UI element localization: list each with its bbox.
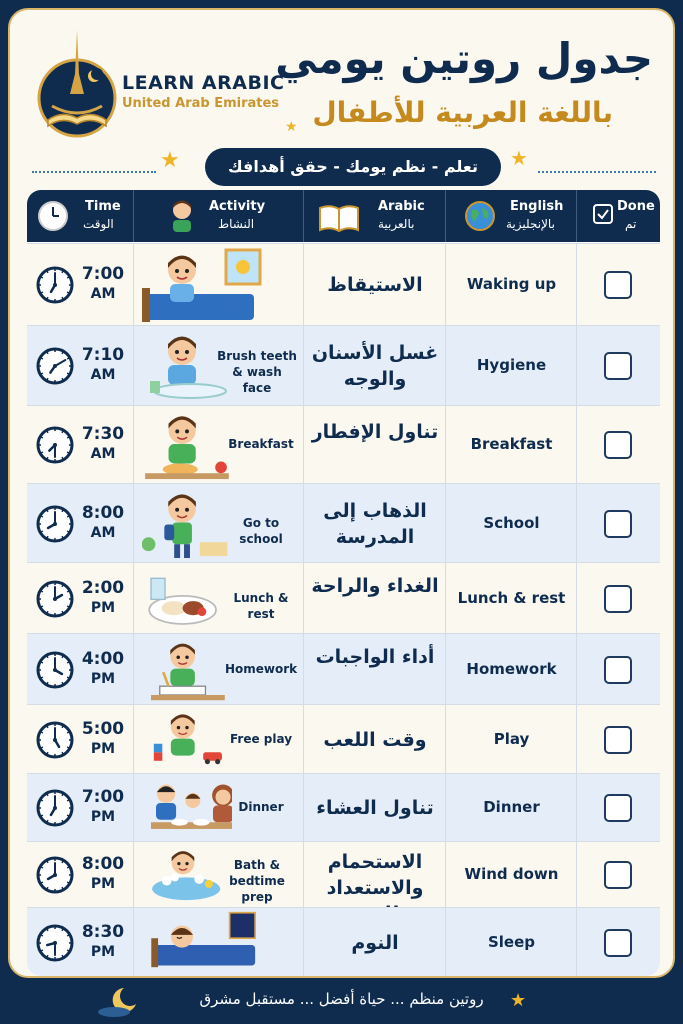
- done-cell: [577, 774, 660, 841]
- brand-name: LEARN ARABIC: [122, 72, 285, 94]
- activity-label: Go to school: [239, 515, 283, 546]
- activity-cell: [134, 244, 304, 325]
- header-activity-ar: النشاط: [218, 217, 255, 231]
- english-cell: [446, 774, 577, 841]
- arabic-text: النوم: [351, 931, 399, 954]
- table-row: [27, 405, 660, 483]
- time-value: 7:10 AM: [81, 345, 125, 383]
- table-row: [27, 907, 660, 976]
- page-subtitle: باللغة العربية للأطفال: [312, 96, 613, 129]
- time-cell: [27, 484, 134, 562]
- time-cell: [27, 842, 134, 907]
- activity-cell: [134, 705, 304, 773]
- done-cell: [577, 244, 660, 325]
- slogan-pill: تعلم - نظم يومك - حقق أهدافك: [205, 148, 501, 186]
- child-icon: [166, 198, 198, 234]
- english-text: School: [483, 513, 540, 532]
- table-row: [27, 243, 660, 325]
- time-value: 4:00 PM: [81, 648, 125, 687]
- header-time-en: Time: [85, 199, 121, 214]
- arabic-text: غسل الأسنان والوجه: [311, 342, 439, 390]
- done-cell: [577, 406, 660, 483]
- activity-label: Bath & bedtime prep: [229, 858, 285, 904]
- header-time-ar: الوقت: [83, 217, 114, 231]
- time-cell: [27, 705, 134, 773]
- star-icon: ★: [510, 990, 527, 1011]
- waking-child-icon: [142, 248, 267, 322]
- activity-label: Breakfast: [228, 437, 294, 451]
- time-value: 8:30 PM: [81, 921, 125, 960]
- header-arabic-en: Arabic: [378, 199, 425, 214]
- divider-left: [32, 171, 156, 173]
- done-cell: [577, 326, 660, 405]
- table-header: [27, 190, 660, 242]
- header-arabic: [304, 190, 446, 242]
- english-text: Hygiene: [476, 356, 547, 374]
- homework-child-icon: [142, 637, 232, 702]
- burj-khalifa-logo: [32, 24, 122, 142]
- done-checkbox[interactable]: [604, 585, 632, 613]
- time-cell: [27, 634, 134, 704]
- arabic-cell: [304, 326, 446, 405]
- arabic-text: الذهاب إلى المدرسة: [323, 499, 427, 548]
- activity-cell: [134, 406, 304, 483]
- activity-cell: [134, 326, 304, 405]
- english-cell: [446, 563, 577, 633]
- done-checkbox[interactable]: [604, 794, 632, 822]
- sleeping-child-icon: [142, 911, 267, 974]
- done-checkbox[interactable]: [604, 431, 632, 459]
- arabic-cell: [304, 484, 446, 562]
- activity-cell: [134, 634, 304, 704]
- activity-cell: [134, 563, 304, 633]
- arabic-text: أداء الواجبات: [315, 645, 435, 668]
- activity-cell: [134, 484, 304, 562]
- time-value: 7:30 AM: [81, 424, 125, 462]
- clock-icon: [36, 505, 74, 543]
- clock-icon: [36, 426, 74, 464]
- arabic-cell: [304, 634, 446, 704]
- header-done: [577, 190, 660, 242]
- english-cell: [446, 484, 577, 562]
- done-checkbox[interactable]: [604, 271, 632, 299]
- arabic-cell: [304, 842, 446, 907]
- clock-icon: [37, 200, 69, 232]
- arabic-text: تناول الإفطار: [311, 421, 439, 443]
- done-cell: [577, 563, 660, 633]
- table-row: [27, 841, 660, 907]
- activity-label: Dinner: [238, 800, 284, 814]
- time-value: 8:00 PM: [81, 854, 125, 892]
- english-cell: [446, 705, 577, 773]
- english-cell: [446, 634, 577, 704]
- time-value: 2:00 PM: [81, 577, 125, 616]
- star-icon: ★: [510, 146, 528, 170]
- clock-icon: [36, 266, 74, 304]
- done-checkbox[interactable]: [604, 726, 632, 754]
- clock-icon: [36, 580, 74, 618]
- table-row: [27, 773, 660, 841]
- table-row: [27, 325, 660, 405]
- globe-icon: [464, 200, 496, 232]
- playing-child-icon: [142, 708, 232, 771]
- header-english-ar: بالإنجليزية: [506, 217, 555, 231]
- activity-cell: [134, 842, 304, 907]
- english-text: Homework: [466, 659, 557, 678]
- header-english-en: English: [510, 199, 564, 214]
- arabic-text: الاستيقاظ: [327, 274, 423, 296]
- lunch-plate-icon: [142, 566, 232, 631]
- clock-icon: [36, 347, 74, 385]
- table-row: [27, 633, 660, 704]
- activity-label: Lunch & rest: [233, 590, 289, 621]
- time-value: 8:00 AM: [81, 502, 125, 541]
- clock-icon: [36, 856, 74, 894]
- arabic-cell: [304, 908, 446, 976]
- done-checkbox[interactable]: [604, 929, 632, 957]
- time-cell: [27, 774, 134, 841]
- divider-right: [538, 171, 656, 173]
- done-checkbox[interactable]: [604, 656, 632, 684]
- time-value: 7:00 PM: [81, 787, 125, 825]
- clock-icon: [36, 924, 74, 962]
- arabic-cell: [304, 406, 446, 483]
- done-checkbox[interactable]: [604, 510, 632, 538]
- brand-location: United Arab Emirates: [122, 96, 280, 111]
- arabic-cell: [304, 244, 446, 325]
- table-row: [27, 562, 660, 633]
- english-cell: [446, 326, 577, 405]
- arabic-text: الغداء والراحة: [311, 574, 439, 597]
- family-dinner-icon: [142, 777, 232, 839]
- activity-cell: [134, 774, 304, 841]
- english-text: Lunch & rest: [457, 588, 566, 607]
- table-row: [27, 483, 660, 562]
- english-cell: [446, 406, 577, 483]
- header-done-ar: تم: [625, 217, 637, 231]
- arabic-cell: [304, 774, 446, 841]
- arabic-cell: [304, 563, 446, 633]
- header-time: [27, 190, 134, 242]
- star-icon: ★: [285, 119, 298, 135]
- done-checkbox[interactable]: [604, 352, 632, 380]
- done-cell: [577, 484, 660, 562]
- activity-label: Brush teeth & wash face: [217, 349, 297, 395]
- arabic-text: الاستحمام والاستعداد: [326, 851, 424, 899]
- school-child-icon: [142, 487, 232, 560]
- activity-label: Homework: [225, 661, 298, 676]
- clock-icon: [36, 789, 74, 827]
- header-activity: [134, 190, 304, 242]
- english-text: Dinner: [483, 798, 540, 816]
- table-row: [27, 704, 660, 773]
- arabic-text: تناول العشاء: [316, 797, 434, 819]
- clock-icon: [36, 651, 74, 689]
- arabic-cell: [304, 705, 446, 773]
- done-cell: [577, 705, 660, 773]
- english-cell: [446, 908, 577, 976]
- time-value: 5:00 PM: [81, 718, 125, 757]
- time-cell: [27, 326, 134, 405]
- activity-label: Free play: [229, 731, 293, 746]
- time-cell: [27, 908, 134, 976]
- time-value: 7:00 AM: [81, 264, 125, 302]
- activity-cell: [134, 908, 304, 976]
- time-cell: [27, 244, 134, 325]
- footer-slogan: روتين منظم ... حياة أفضل ... مستقبل مشرق: [199, 990, 484, 1008]
- english-text: Play: [493, 729, 530, 748]
- arabic-text: وقت اللعب: [323, 728, 427, 751]
- header-arabic-ar: بالعربية: [378, 217, 415, 231]
- english-text: Breakfast: [470, 435, 553, 453]
- book-icon: [318, 204, 360, 232]
- english-text: Wind down: [464, 865, 559, 883]
- checkbox-icon: [593, 204, 613, 224]
- star-icon: ★: [160, 148, 180, 173]
- done-cell: [577, 908, 660, 976]
- english-cell: [446, 244, 577, 325]
- english-text: Sleep: [487, 932, 536, 951]
- done-cell: [577, 842, 660, 907]
- header-english: [446, 190, 577, 242]
- header-activity-en: Activity: [209, 199, 266, 214]
- done-cell: [577, 634, 660, 704]
- time-cell: [27, 406, 134, 483]
- page-title: جدول روتين يومي: [275, 34, 653, 83]
- breakfast-child-icon: [142, 409, 232, 481]
- english-cell: [446, 842, 577, 907]
- clock-icon: [36, 721, 74, 759]
- time-cell: [27, 563, 134, 633]
- done-checkbox[interactable]: [604, 861, 632, 889]
- header-done-en: Done: [617, 199, 655, 214]
- english-text: Waking up: [466, 275, 557, 293]
- routine-table: [27, 190, 660, 976]
- routine-card: [8, 8, 675, 978]
